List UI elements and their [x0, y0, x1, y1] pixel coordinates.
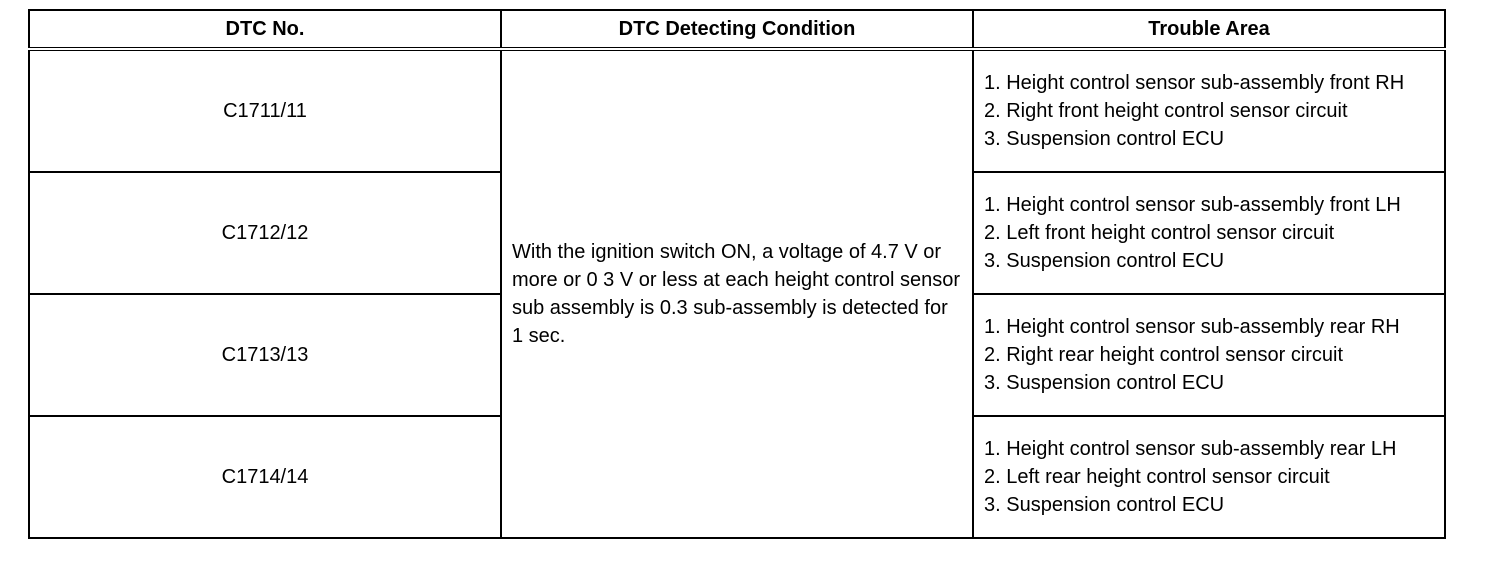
- dtc-code: C1711/11: [29, 49, 501, 172]
- trouble-area-item: 3. Suspension control ECU: [984, 128, 1225, 150]
- dtc-code: C1714/14: [29, 416, 501, 538]
- header-condition: DTC Detecting Condition: [501, 10, 973, 49]
- header-trouble-area: Trouble Area: [973, 10, 1445, 49]
- trouble-area-item: 1. Height control sensor sub-assembly front LH: [984, 194, 1401, 216]
- dtc-code: C1712/12: [29, 172, 501, 294]
- trouble-area-item: 2. Right front height control sensor circuit: [984, 100, 1348, 122]
- trouble-area-item: 3. Suspension control ECU: [984, 250, 1225, 272]
- dtc-code: C1713/13: [29, 294, 501, 416]
- trouble-area-cell: [973, 294, 1445, 416]
- trouble-area-cell: [973, 416, 1445, 538]
- trouble-area-item: 2. Left rear height control sensor circuit: [984, 466, 1330, 488]
- trouble-area-item: 1. Height control sensor sub-assembly front RH: [984, 72, 1405, 94]
- trouble-area-item: 2. Left front height control sensor circuit: [984, 222, 1335, 244]
- trouble-area-item: 2. Right rear height control sensor circuit: [984, 344, 1344, 366]
- trouble-area-item: 3. Suspension control ECU: [984, 372, 1225, 394]
- trouble-area-cell: [973, 49, 1445, 172]
- trouble-area-item: 1. Height control sensor sub-assembly rear RH: [984, 316, 1400, 338]
- detecting-condition: With the ignition switch ON, a voltage of 4.7 V or more or 0 3 V or less at each height control sensor sub assembly is 0.3 sub-assembly is detected for 1 sec.: [501, 49, 973, 538]
- trouble-area-cell: [973, 172, 1445, 294]
- trouble-area-item: 1. Height control sensor sub-assembly rear LH: [984, 438, 1397, 460]
- dtc-table: [28, 9, 1446, 539]
- header-dtc-no: DTC No.: [29, 10, 501, 49]
- table-row: [29, 49, 1445, 172]
- header-row: [29, 10, 1445, 49]
- trouble-area-item: 3. Suspension control ECU: [984, 494, 1225, 516]
